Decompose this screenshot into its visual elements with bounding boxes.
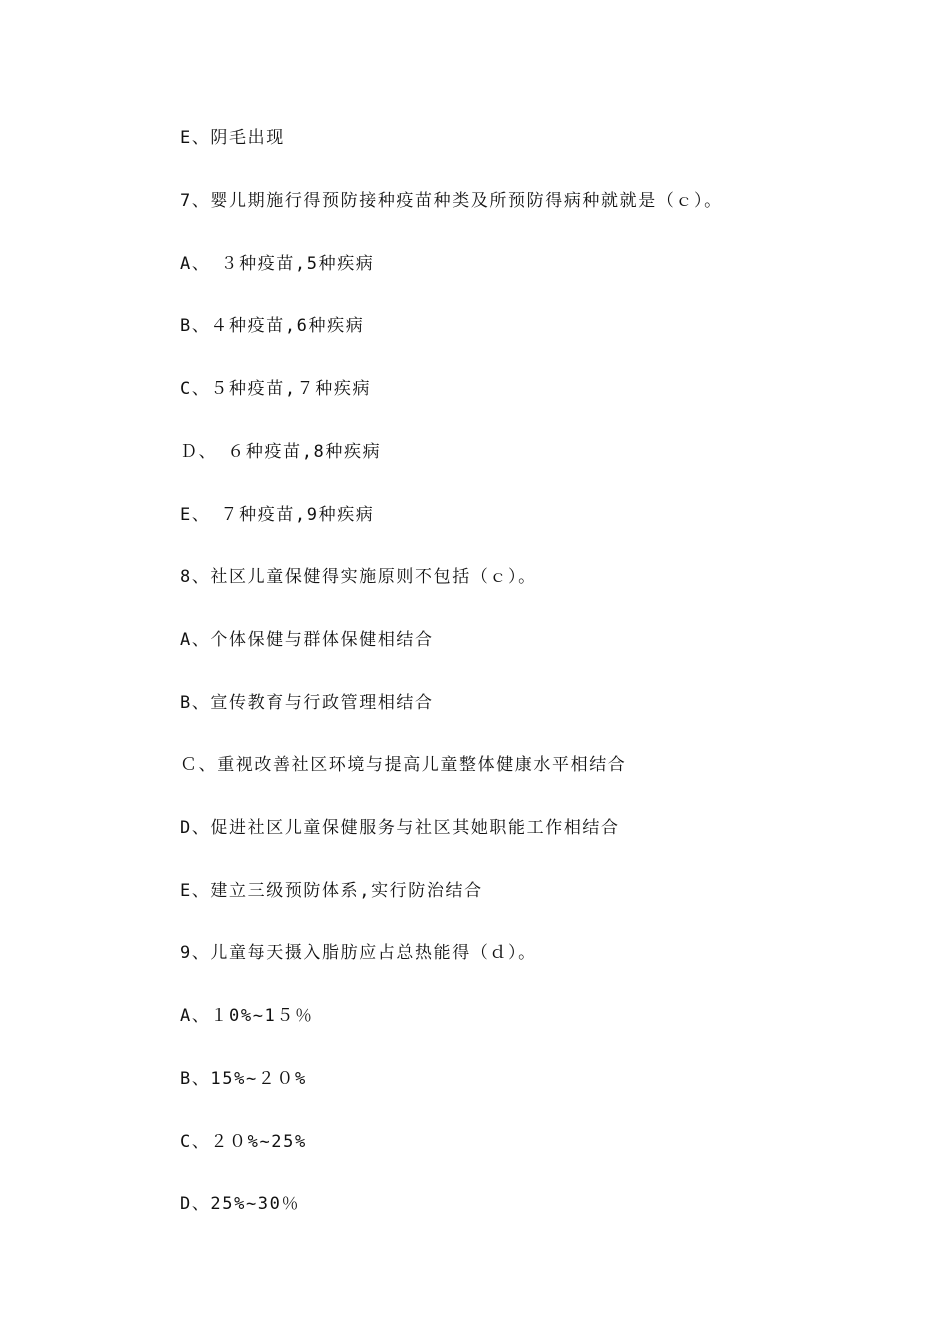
option-e-q6: E、阴毛出现 — [180, 128, 285, 148]
option-d-q9: D、25%~30％ — [180, 1194, 301, 1214]
option-d-q7: Ｄ、 ６种疫苗,8种疾病 — [180, 442, 382, 462]
option-d-q8: D、促进社区儿童保健服务与社区其她职能工作相结合 — [180, 818, 620, 838]
question-9: 9、儿童每天摄入脂肪应占总热能得（ｄ）。 — [180, 943, 537, 963]
question-7: 7、婴儿期施行得预防接种疫苗种类及所预防得病种就就是（ｃ）。 — [180, 191, 723, 211]
option-b-q7: B、４种疫苗,6种疾病 — [180, 316, 365, 336]
question-8: 8、社区儿童保健得实施原则不包括（ｃ）。 — [180, 567, 537, 587]
option-c-q8: Ｃ、重视改善社区环境与提高儿童整体健康水平相结合 — [180, 755, 627, 775]
option-b-q8: B、宣传教育与行政管理相结合 — [180, 693, 434, 713]
option-e-q7: E、 ７种疫苗,9种疾病 — [180, 505, 375, 525]
option-a-q9: A、１0%~1５％ — [180, 1006, 314, 1026]
option-a-q8: A、个体保健与群体保健相结合 — [180, 630, 434, 650]
option-c-q7: C、５种疫苗,７种疾病 — [180, 379, 372, 399]
option-a-q7: A、 ３种疫苗,5种疾病 — [180, 254, 375, 274]
option-b-q9: B、15%~２０% — [180, 1069, 307, 1089]
option-c-q9: C、２０%~25% — [180, 1132, 307, 1152]
option-e-q8: E、建立三级预防体系,实行防治结合 — [180, 881, 483, 901]
